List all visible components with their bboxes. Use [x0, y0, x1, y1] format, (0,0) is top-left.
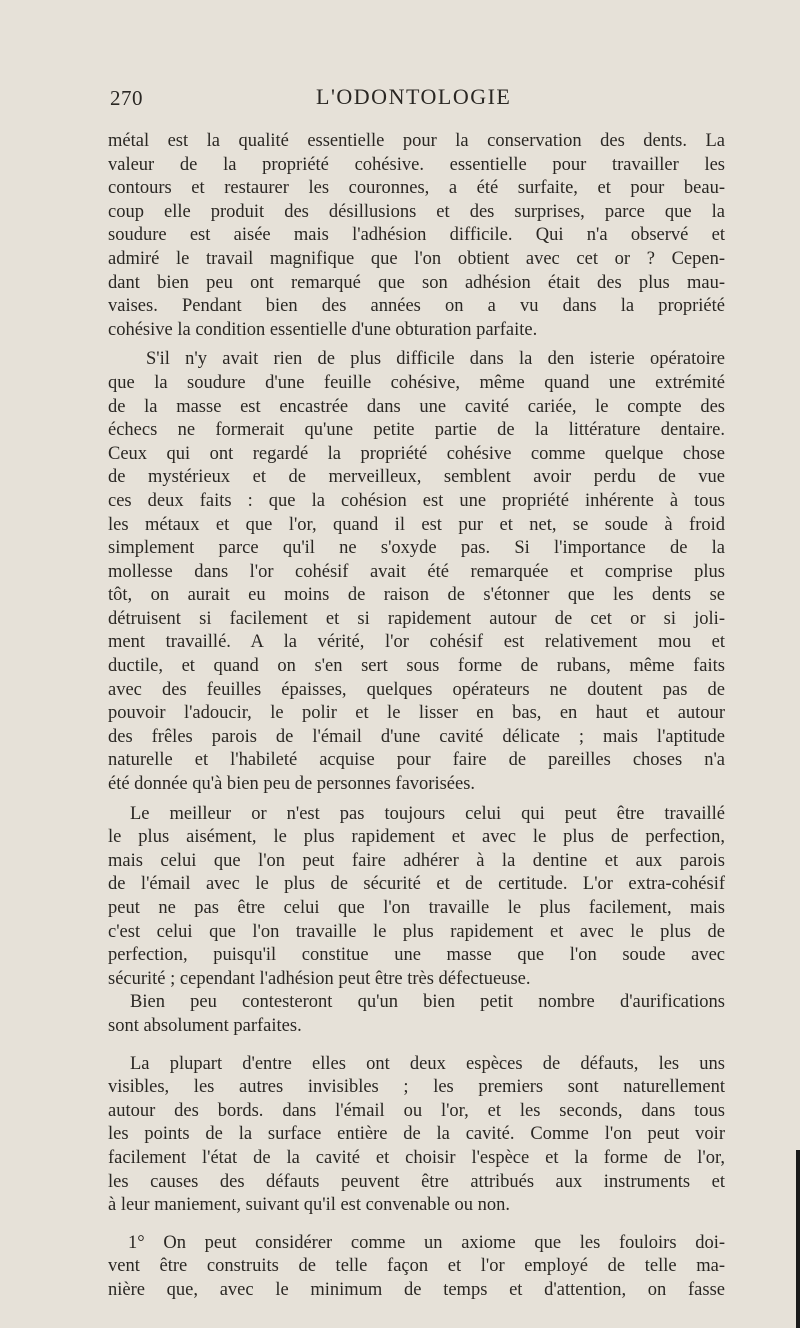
text-line: nière que, avec le minimum de temps et d'attention, on fasse [108, 1279, 725, 1300]
text-line: vaises. Pendant bien des années on a vu dans la propriété [108, 296, 725, 317]
text-line: avec des feuilles épaisses, quelques opérateurs ne doutent pas de [108, 679, 725, 700]
text-line: ces deux faits : que la cohésion est une propriété inhérente à tous [108, 490, 725, 511]
page-header [110, 86, 730, 114]
body-text [108, 130, 725, 1303]
paragraph [108, 991, 725, 1038]
paragraph [108, 1053, 725, 1218]
text-line: détruisent si facilement et si rapidement autour de cet or si joli- [108, 608, 725, 629]
text-line: contours et restaurer les couronnes, a été surfaite, et pour beau- [108, 178, 725, 199]
text-line: sécurité ; cependant l'adhésion peut être très défectueuse. [108, 968, 531, 989]
text-line: ment travaillé. A la vérité, l'or cohésif est relativement mou et [108, 632, 725, 653]
text-line: que la soudure d'une feuille cohésive, même quand une extrémité [108, 372, 725, 393]
text-line: les métaux et que l'or, quand il est pur et net, se soude à froid [108, 514, 725, 535]
text-line: naturelle et l'habileté acquise pour faire de pareilles choses n'a [108, 750, 725, 771]
text-line: valeur de la propriété cohésive. essentielle pour travailler les [108, 154, 725, 175]
text-line: peut ne pas être celui que l'on travaille le plus facilement, mais [108, 898, 725, 918]
text-line: sont absolument parfaites. [108, 1015, 302, 1036]
text-line: le plus aisément, le plus rapidement et avec le plus de perfection, [108, 827, 725, 848]
text-line: Ceux qui ont regardé la propriété cohésive comme quelque chose [108, 443, 725, 464]
text-line: autour des bords. dans l'émail ou l'or, et les seconds, dans tous [108, 1100, 725, 1121]
text-line: métal est la qualité essentielle pour la conservation des dents. La [108, 131, 725, 151]
text-line: perfection, puisqu'il constitue une masse que l'on soude avec [108, 945, 725, 966]
text-line: tôt, on aurait eu moins de raison de s'étonner que les dents se [108, 585, 725, 606]
paragraph [108, 1232, 725, 1303]
text-line: facilement l'état de la cavité et choisir l'espèce et la forme de l'or, [108, 1147, 725, 1168]
text-line: admiré le travail magnifique que l'on obtient avec cet or ? Cepen- [108, 248, 725, 269]
page-edge-shadow [796, 1150, 800, 1328]
text-line: soudure est aisée mais l'adhésion difficile. Qui n'a observé et [108, 225, 725, 246]
text-line: La plupart d'entre elles ont deux espèces de défauts, les uns [130, 1053, 725, 1074]
paragraph [108, 130, 725, 342]
text-line: pouvoir l'adoucir, le polir et le lisser en bas, en haut et autour [108, 703, 725, 724]
text-line: des frêles parois de l'émail d'une cavité délicate ; mais l'aptitude [108, 726, 725, 747]
text-line: visibles, les autres invisibles ; les premiers sont naturellement [108, 1077, 725, 1098]
text-line: Le meilleur or n'est pas toujours celui qui peut être travaillé [130, 803, 725, 824]
text-line: de la masse est encastrée dans une cavité cariée, le compte des [108, 396, 725, 417]
running-title: L'ODONTOLOGIE [316, 84, 512, 109]
text-line: coup elle produit des désillusions et des surprises, parce que la [108, 201, 725, 222]
page-number: 270 [110, 86, 143, 110]
text-line: c'est celui que l'on travaille le plus rapidement et avec le plus de [108, 921, 725, 942]
text-line: dant bien peu ont remarqué que son adhésion était des plus mau- [108, 272, 725, 293]
text-line: vent être construits de telle façon et l'or employé de telle ma- [108, 1256, 725, 1277]
text-line: de l'émail avec le plus de sécurité et de certitude. L'or extra-cohésif [108, 874, 725, 895]
paragraph [108, 803, 725, 992]
text-line: les points de la surface entière de la cavité. Comme l'on peut voir [108, 1124, 725, 1145]
text-line: Bien peu contesteront qu'un bien petit nombre d'aurifications [130, 992, 725, 1013]
text-line: de mystérieux et de merveilleux, semblent avoir perdu de vue [108, 467, 725, 488]
text-line: S'il n'y avait rien de plus difficile dans la den isterie opératoire [146, 349, 725, 370]
paragraph [108, 348, 725, 796]
text-line: mollesse dans l'or cohésif avait été remarquée et comprise plus [108, 561, 725, 582]
text-line: échecs ne formerait qu'une petite partie de la littérature dentaire. [108, 420, 725, 441]
text-line: cohésive la condition essentielle d'une obturation parfaite. [108, 319, 538, 340]
text-line: les causes des défauts peuvent être attribués aux instruments et [108, 1171, 725, 1192]
text-line: simplement parce qu'il ne s'oxyde pas. Si l'importance de la [108, 538, 725, 559]
text-line: 1° On peut considérer comme un axiome que les fouloirs doi- [128, 1232, 725, 1253]
text-line: ductile, et quand on s'en sert sous forme de rubans, même faits [108, 656, 725, 677]
text-line: à leur maniement, suivant qu'il est convenable ou non. [108, 1195, 511, 1216]
text-line: été donnée qu'à bien peu de personnes favorisées. [108, 774, 476, 795]
text-line: mais celui que l'on peut faire adhérer à la dentine et aux parois [108, 850, 725, 871]
